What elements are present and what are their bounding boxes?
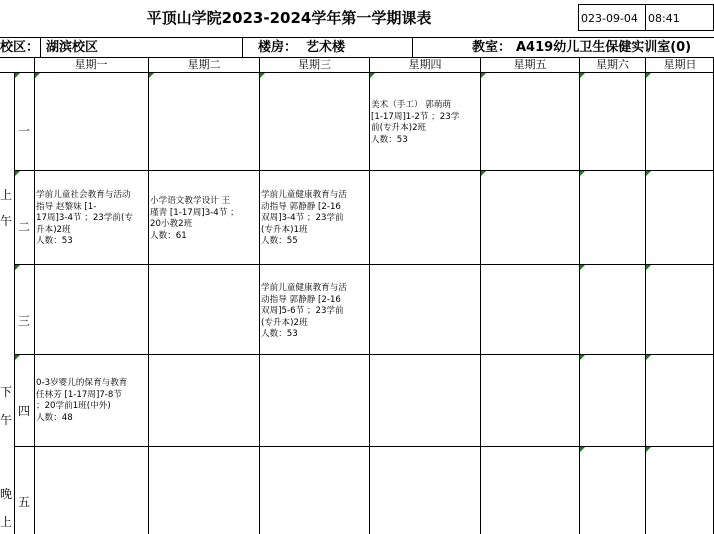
day-header-sat: 星期六	[596, 58, 629, 71]
campus-label: 校区：	[0, 40, 40, 55]
info-row	[0, 37, 714, 58]
course-cell-tue-p2[interactable]: 小学语文教学设计 王 瑾青 [1-17周]3-4节 ； 20小教2班 人数：61	[150, 196, 239, 241]
room-value: A419幼儿卫生保健实训室(0)	[516, 40, 692, 55]
day-header-tue: 星期二	[187, 58, 221, 71]
afternoon-label-1: 下	[0, 385, 13, 399]
course-cell-wed-p2[interactable]: 学前儿童健康教育与活 动指导 郭静静 [2-16 双周]3-4节 ；23学前 (专升本)1班 人数：55	[261, 190, 347, 247]
evening-label-2: 上	[0, 515, 13, 529]
afternoon-label-2: 午	[0, 413, 13, 427]
building-value: 艺术楼	[306, 40, 346, 55]
building-label: 楼房：	[258, 40, 298, 55]
print-time: 08:41	[646, 4, 714, 31]
period-label-5: 五	[18, 495, 31, 509]
morning-label-1: 上	[0, 188, 13, 202]
day-header-mon: 星期一	[74, 58, 108, 71]
morning-label-2: 午	[0, 214, 13, 228]
page-title: 平顶山学院2023-2024学年第一学期课表	[146, 9, 432, 27]
period-label-4: 四	[18, 404, 31, 418]
course-cell-thu-p1[interactable]: 美术（手工） 郭萌萌 [1-17周]1-2节 ；23学 前(专升本)2班 人数：53	[371, 100, 460, 145]
period-label-1: 一	[18, 124, 31, 138]
course-cell-mon-p4[interactable]: 0-3岁婴儿的保育与教育 任林芳 [1-17周]7-8节 ；20学前1班(中外) 人数：48	[36, 378, 128, 423]
day-header-thu: 星期四	[408, 58, 442, 71]
campus-value: 湖滨校区	[46, 40, 99, 55]
evening-label-1: 晚	[0, 487, 13, 501]
day-header-sun: 星期日	[663, 58, 697, 71]
day-header-wed: 星期三	[298, 58, 331, 71]
course-cell-wed-p3[interactable]: 学前儿童健康教育与活 动指导 郭静静 [2-16 双周]5-6节 ；23学前 (专升本)2班 人数：53	[261, 283, 347, 340]
print-date: 023-09-04	[578, 4, 646, 31]
course-cell-mon-p2[interactable]: 学前儿童社会教育与活动 指导 赵黎妹 [1- 17周]3-4节 ；23学前(专 升本)2班 人数：53	[36, 190, 133, 247]
day-header-fri: 星期五	[513, 58, 547, 71]
period-label-2: 二	[18, 220, 31, 234]
period-label-3: 三	[18, 314, 31, 328]
room-label: 教室：	[472, 40, 512, 55]
